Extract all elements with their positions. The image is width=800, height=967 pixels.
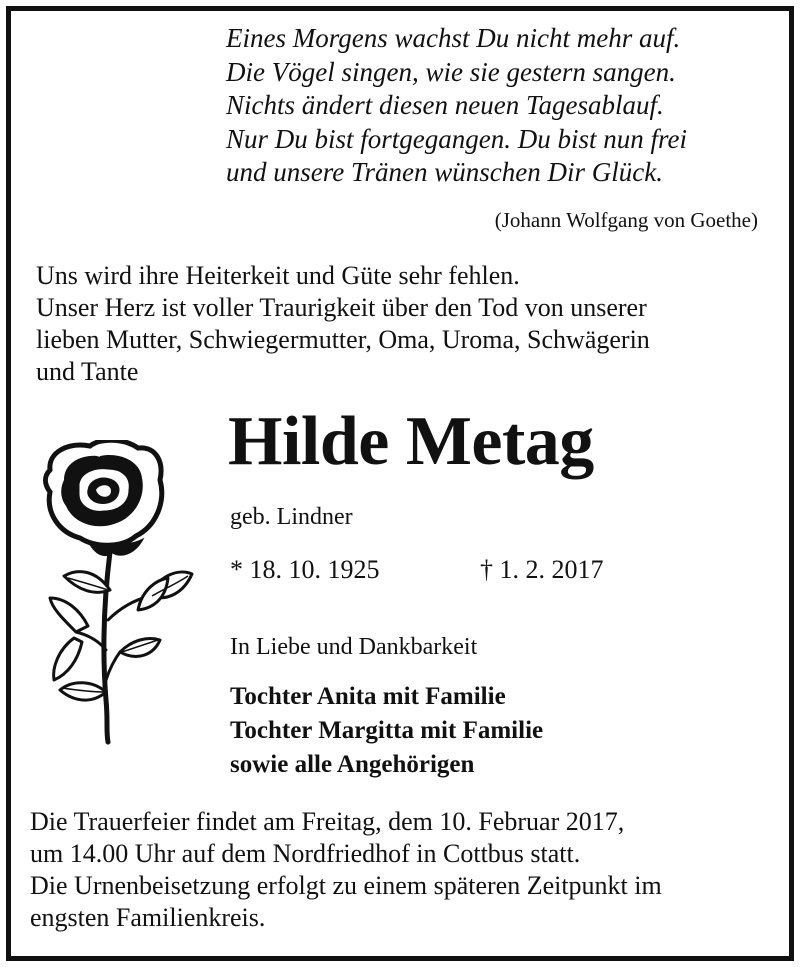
- death-date: † 1. 2. 2017: [480, 555, 604, 584]
- intro-text: [36, 260, 650, 388]
- poem: [226, 22, 687, 190]
- poem-attribution: (Johann Wolfgang von Goethe): [494, 208, 758, 232]
- intro-line: Uns wird ihre Heiterkeit und Güte sehr fehlen.: [36, 261, 520, 290]
- poem-line: Nichts ändert diesen neuen Tagesablauf.: [226, 90, 664, 120]
- deceased-name: Hilde Metag: [228, 403, 594, 480]
- service-line: um 14.00 Uhr auf dem Nordfriedhof in Cottbus statt.: [30, 839, 581, 868]
- service-line: Die Urnenbeisetzung erfolgt zu einem späteren Zeitpunkt im: [30, 871, 662, 900]
- birth-date: * 18. 10. 1925: [230, 555, 380, 584]
- service-info: [30, 806, 662, 934]
- mourner-line: Tochter Anita mit Familie: [230, 683, 506, 710]
- intro-line: und Tante: [36, 357, 139, 386]
- mourner-line: sowie alle Angehörigen: [230, 751, 475, 778]
- service-line: Die Trauerfeier findet am Freitag, dem 10. Februar 2017,: [30, 807, 625, 836]
- poem-line: Eines Morgens wachst Du nicht mehr auf.: [226, 23, 681, 53]
- intro-line: lieben Mutter, Schwiegermutter, Oma, Uroma, Schwägerin: [36, 325, 650, 354]
- intro-line: Unser Herz ist voller Traurigkeit über den Tod von unserer: [36, 293, 647, 322]
- poem-line: und unsere Tränen wünschen Dir Glück.: [226, 157, 663, 187]
- poem-line: Die Vögel singen, wie sie gestern sangen.: [226, 56, 676, 87]
- mourners-intro: In Liebe und Dankbarkeit: [230, 634, 478, 660]
- maiden-name: geb. Lindner: [230, 504, 353, 530]
- mourners-list: [230, 680, 543, 782]
- rose-illustration: [38, 440, 198, 750]
- poem-line: Nur Du bist fortgegangen. Du bist nun frei: [226, 123, 688, 154]
- mourner-line: Tochter Margitta mit Familie: [230, 717, 544, 744]
- service-line: engsten Familienkreis.: [30, 903, 266, 932]
